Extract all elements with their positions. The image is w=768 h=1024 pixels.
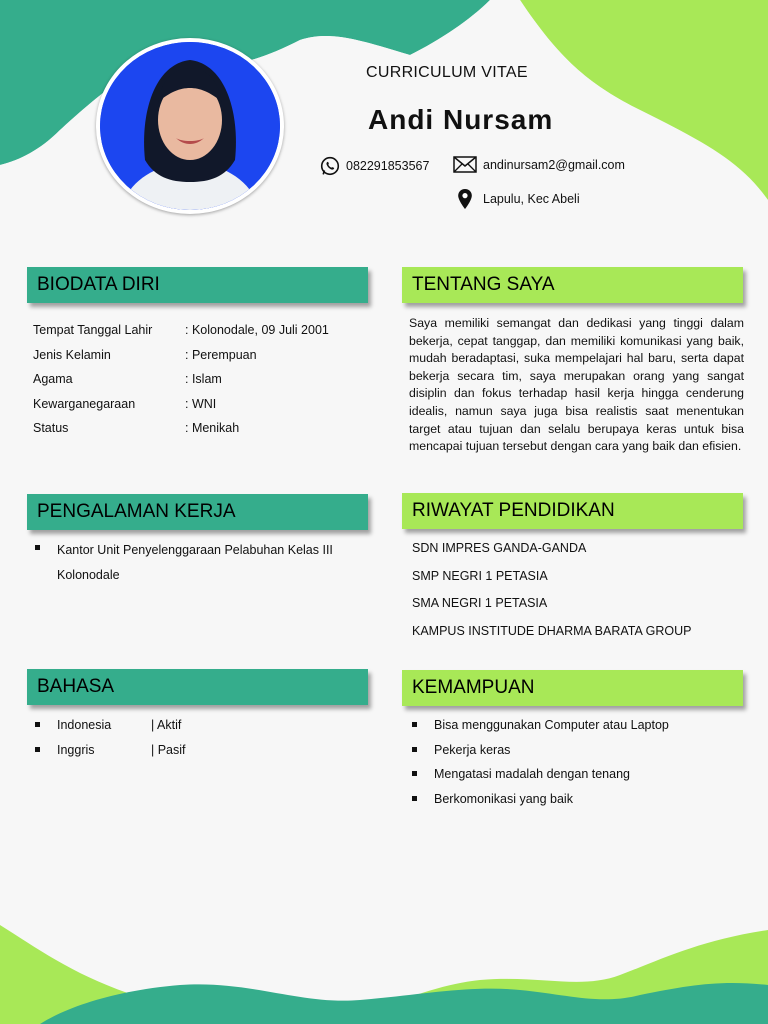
list-item: Bisa menggunakan Computer atau Laptop <box>410 713 669 738</box>
biodata-value: : Perempuan <box>185 347 257 362</box>
envelope-icon <box>453 156 477 173</box>
biodata-label: Jenis Kelamin <box>33 347 111 362</box>
biodata-list <box>33 318 329 441</box>
phone-number: 082291853567 <box>346 159 430 173</box>
list-item <box>33 713 186 738</box>
experience-list <box>33 538 353 588</box>
biodata-value: : Kolonodale, 09 Juli 2001 <box>185 323 329 338</box>
about-text: Saya memiliki semangat dan dedikasi yang tinggi dalam bekerja, cepat tanggap, dan memiliki komunikasi yang baik, mudah beradaptasi, suka mempelajari hal baru, serta dapat bekerja secara tim, saya merupakan orang yang sangat disiplin dan fokus terhadap hasil kerja hingga cenderung idealis, namun saya juga bisa realistis saat menentukan target atau tujuan dan selalu berupaya keras untuk bisa mencapai tujuan tersebut dengan cara yang baik dan efisien. <box>409 316 744 454</box>
profile-photo <box>100 42 280 210</box>
section-heading-about: TENTANG SAYA <box>402 267 743 303</box>
section-heading-languages: BAHASA <box>27 669 368 705</box>
biodata-row <box>33 416 329 441</box>
section-heading-education: RIWAYAT PENDIDIKAN <box>402 493 743 529</box>
list-item: SMA NEGRI 1 PETASIA <box>412 596 548 610</box>
profile-photo-frame <box>96 38 284 214</box>
list-item: Pekerja keras <box>410 738 669 763</box>
list-item: Mengatasi madalah dengan tenang <box>410 762 669 787</box>
list-item: KAMPUS INSTITUDE DHARMA BARATA GROUP <box>412 623 692 638</box>
language-name: Inggris <box>57 742 95 757</box>
language-name: Indonesia <box>57 718 112 732</box>
biodata-row <box>33 343 329 368</box>
language-level: | Aktif <box>151 718 182 732</box>
location-text: Lapulu, Kec Abeli <box>483 192 580 206</box>
email-contact <box>453 156 625 173</box>
language-list <box>33 713 186 762</box>
list-item: Kantor Unit Penyelenggaraan Pelabuhan Kelas III Kolonodale <box>33 538 353 588</box>
map-pin-icon <box>457 188 473 210</box>
list-item <box>33 738 186 763</box>
biodata-row <box>33 318 329 343</box>
phone-contact <box>320 156 429 176</box>
skills-list <box>410 713 669 811</box>
language-level: | Pasif <box>151 742 186 757</box>
biodata-label: Tempat Tanggal Lahir <box>33 323 153 338</box>
biodata-row <box>33 367 329 392</box>
biodata-label: Agama <box>33 372 73 387</box>
list-item: Berkomonikasi yang baik <box>410 787 669 812</box>
biodata-value: : Islam <box>185 372 222 387</box>
section-heading-biodata: BIODATA DIRI <box>27 267 368 303</box>
list-item: SDN IMPRES GANDA-GANDA <box>412 541 587 555</box>
biodata-value: : WNI <box>185 396 217 411</box>
document-title: CURRICULUM VITAE <box>366 64 528 81</box>
location-contact <box>457 188 580 210</box>
email-address: andinursam2@gmail.com <box>483 157 625 172</box>
biodata-value: : Menikah <box>185 421 240 436</box>
section-heading-skills: KEMAMPUAN <box>402 670 743 706</box>
section-heading-experience: PENGALAMAN KERJA <box>27 494 368 530</box>
biodata-row <box>33 392 329 417</box>
list-item: SMP NEGRI 1 PETASIA <box>412 568 548 583</box>
biodata-label: Status <box>33 421 69 436</box>
person-name: Andi Nursam <box>368 104 554 135</box>
biodata-label: Kewarganegaraan <box>33 396 136 411</box>
whatsapp-icon <box>320 156 340 176</box>
education-list <box>412 538 691 648</box>
